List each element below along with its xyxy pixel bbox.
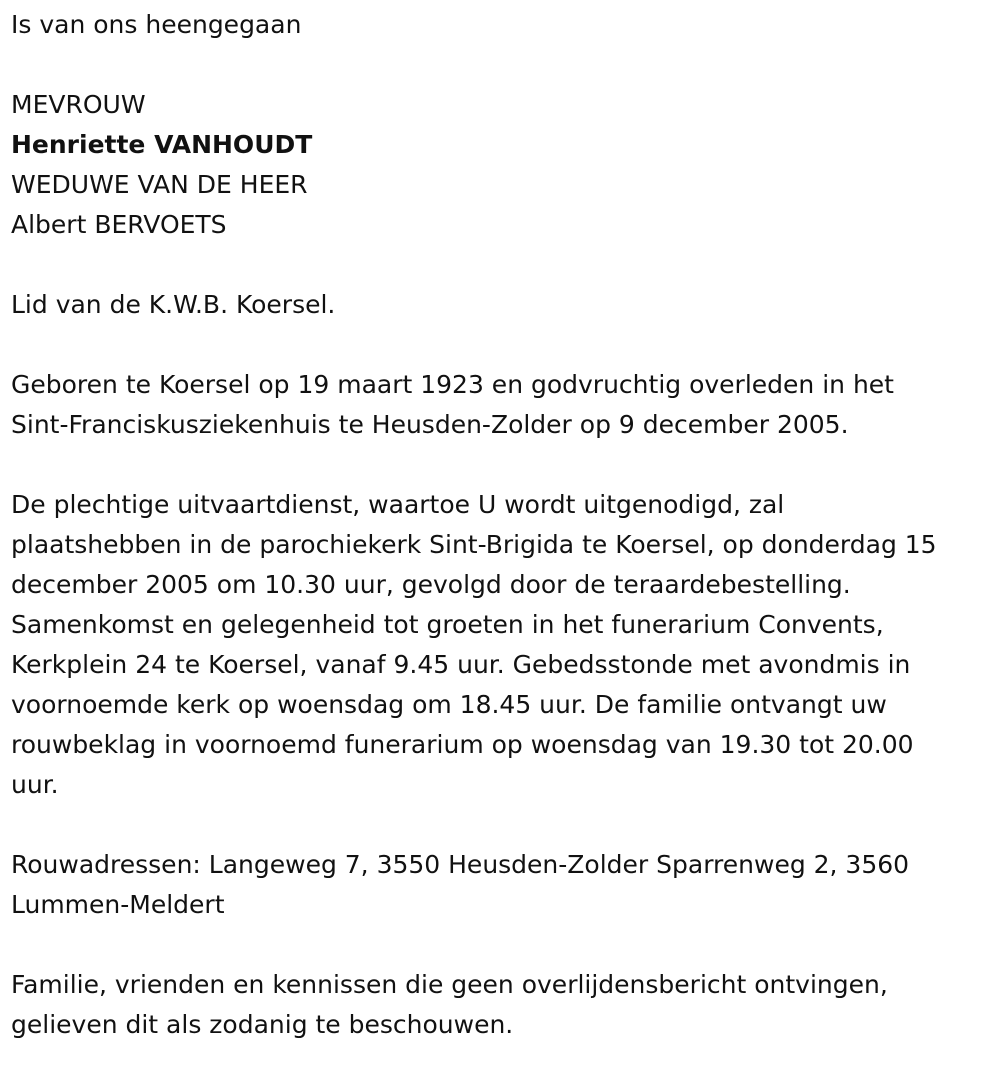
closing-paragraph bbox=[11, 965, 990, 1045]
spouse-name: Albert BERVOETS bbox=[11, 210, 227, 239]
intro-text: Is van ons heengegaan bbox=[11, 10, 302, 39]
paragraph-line: gelieven dit als zodanig te beschouwen. bbox=[11, 1010, 514, 1039]
paragraph-line: Lummen-Meldert bbox=[11, 890, 225, 919]
spacer bbox=[11, 245, 990, 285]
paragraph-line: Samenkomst en gelegenheid tot groeten in het funerarium Convents, bbox=[11, 610, 884, 639]
spacer bbox=[11, 325, 990, 365]
paragraph-line: Sint-Franciskusziekenhuis te Heusden-Zolder op 9 december 2005. bbox=[11, 410, 849, 439]
spacer bbox=[11, 925, 990, 965]
paragraph-line: De plechtige uitvaartdienst, waartoe U wordt uitgenodigd, zal bbox=[11, 490, 785, 519]
deceased-name: Henriette VANHOUDT bbox=[11, 130, 313, 159]
birth-death-paragraph bbox=[11, 365, 990, 445]
service-paragraph bbox=[11, 485, 990, 805]
paragraph-line: Geboren te Koersel op 19 maart 1923 en godvruchtig overleden in het bbox=[11, 370, 894, 399]
membership-text: Lid van de K.W.B. Koersel. bbox=[11, 290, 336, 319]
paragraph-line: rouwbeklag in voornoemd funerarium op woensdag van 19.30 tot 20.00 bbox=[11, 730, 914, 759]
paragraph-line: december 2005 om 10.30 uur, gevolgd door de teraardebestelling. bbox=[11, 570, 851, 599]
title-prefix: MEVROUW bbox=[11, 90, 146, 119]
spacer bbox=[11, 445, 990, 485]
addresses-paragraph bbox=[11, 845, 990, 925]
paragraph-line: voornoemde kerk op woensdag om 18.45 uur. De familie ontvangt uw bbox=[11, 690, 887, 719]
paragraph-line: plaatshebben in de parochiekerk Sint-Brigida te Koersel, op donderdag 15 bbox=[11, 530, 937, 559]
widow-of-label: WEDUWE VAN DE HEER bbox=[11, 170, 308, 199]
spacer bbox=[11, 45, 990, 85]
paragraph-line: Familie, vrienden en kennissen die geen overlijdensbericht ontvingen, bbox=[11, 970, 888, 999]
paragraph-line: uur. bbox=[11, 770, 59, 799]
spacer bbox=[11, 805, 990, 845]
paragraph-line: Kerkplein 24 te Koersel, vanaf 9.45 uur. Gebedsstonde met avondmis in bbox=[11, 650, 911, 679]
paragraph-line: Rouwadressen: Langeweg 7, 3550 Heusden-Zolder Sparrenweg 2, 3560 bbox=[11, 850, 910, 879]
